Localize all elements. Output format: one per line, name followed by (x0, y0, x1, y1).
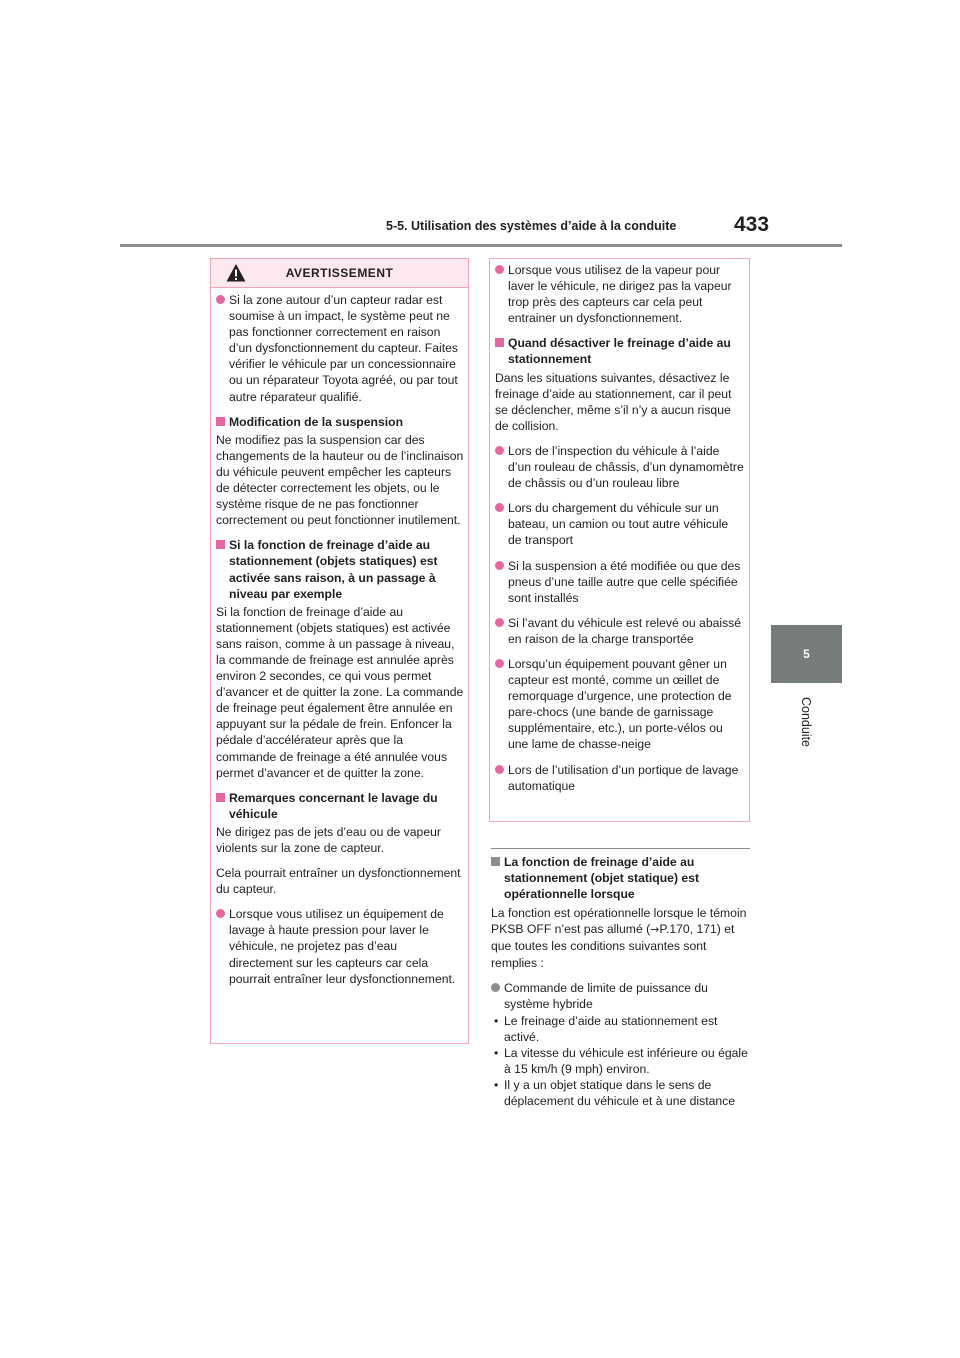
paragraph: La fonction est opérationnelle lorsque le témoin PKSB OFF n’est pas allumé (→P.170, 171) et que toutes les conditions suivantes sont remplies : (491, 906, 747, 970)
paragraph: Ne dirigez pas de jets d’eau ou de vapeur violents sur la zone de capteur. (216, 824, 441, 855)
sub-list-item: • La vitesse du véhicule est inférieure ou égale à 15 km/h (9 mph) environ. (494, 1046, 748, 1077)
bullet-icon (216, 295, 225, 304)
bullet-icon (495, 618, 504, 627)
warning-box-right (489, 258, 750, 822)
list-item: Lors de l’inspection du véhicule à l’aide d’un rouleau de châssis, d’un dynamomètre de châssis ou d’un rouleau libre (495, 443, 745, 491)
square-bullet-icon (491, 857, 500, 866)
paragraph: Dans les situations suivantes, désactivez le freinage d’aide au stationnement, car il peut se déclencher, même s’il n’y a aucun risque de collision. (495, 370, 732, 433)
subheading: La fonction de freinage d’aide au stationnement (objet statique) est opérationnelle lorsque (491, 854, 750, 902)
square-bullet-icon (216, 417, 225, 426)
info-section (491, 848, 750, 1109)
square-bullet-icon (216, 793, 225, 802)
bullet-icon (495, 503, 504, 512)
bullet-icon (495, 659, 504, 668)
list-item: Commande de limite de puissance du système hybride (491, 980, 750, 1012)
paragraph: Ne modifiez pas la suspension car des changements de la hauteur ou de l’inclinaison du véhicule peuvent empêcher les capteurs de détecter correctement les objets, ou le système risque de ne pas fonctionner correctement ou peut fonctionner inutilement. (216, 432, 464, 528)
list-item: Si la suspension a été modifiée ou que des pneus d’une taille autre que celle spécifiée sont installés (495, 558, 745, 606)
warning-title: AVERTISSEMENT (285, 265, 394, 280)
chapter-label: Conduite (799, 696, 813, 748)
list-item: Lors du chargement du véhicule sur un bateau, un camion ou tout autre véhicule de transport (495, 500, 745, 548)
list-item: Lorsque vous utilisez de la vapeur pour laver le véhicule, ne dirigez pas la vapeur trop près des capteurs car cela peut entrainer un dysfonctionnement. (495, 262, 745, 326)
warning-triangle-icon (226, 263, 246, 283)
subheading: Quand désactiver le freinage d’aide au stationnement (495, 335, 745, 367)
header-rule (120, 244, 842, 247)
list-item: Lorsque vous utilisez un équipement de lavage à haute pression pour laver le véhicule, ne projetez pas d’eau directement sur les capteurs car cela pourrait entraîner leur dysfonctionnement. (216, 906, 464, 986)
subheading: Remarques concernant le lavage du véhicule (216, 790, 464, 822)
warning-box-left (210, 258, 469, 1044)
sub-list-item: • Il y a un objet statique dans le sens de déplacement du véhicule et à une distance (494, 1078, 736, 1109)
warning-header (211, 259, 468, 288)
chapter-tab (771, 625, 842, 683)
square-bullet-icon (495, 338, 504, 347)
arrow-icon: → (650, 923, 660, 937)
list-item: Lorsqu’un équipement pouvant gêner un capteur est monté, comme un œillet de remorquage d’urgence, une protection de pare-chocs (une bande de garnissage supplémentaire, etc.), un porte-vélos ou une lame de chasse-neige (495, 656, 745, 753)
bullet-icon (495, 765, 504, 774)
bullet-icon (491, 983, 500, 992)
list-item: Si l’avant du véhicule est relevé ou abaissé en raison de la charge transportée (495, 615, 745, 647)
subheading: Modification de la suspension (216, 414, 464, 430)
subheading: Si la fonction de freinage d’aide au stationnement (objets statiques) est activée sans raison, à un passage à niveau par exemple (216, 537, 464, 601)
bullet-icon (216, 909, 225, 918)
bullet-icon (495, 561, 504, 570)
bullet-icon (495, 265, 504, 274)
paragraph: Cela pourrait entraîner un dysfonctionnement du capteur. (216, 866, 461, 897)
page-number: 433 (734, 213, 770, 236)
section-title: 5-5. Utilisation des systèmes d’aide à la conduite (386, 219, 677, 233)
list-item: Si la zone autour d’un capteur radar est soumise à un impact, le système peut ne pas fonctionner correctement en raison d’un dysfonctionnement du capteur. Faites vérifier le véhicule par un concessionnaire ou un réparateur Toyota agréé, ou par tout autre réparateur qualifié. (216, 292, 464, 405)
square-bullet-icon (216, 540, 225, 549)
chapter-number: 5 (803, 647, 810, 661)
list-item: Lors de l’utilisation d’un portique de lavage automatique (495, 762, 745, 794)
bullet-icon (495, 446, 504, 455)
paragraph: Si la fonction de freinage d’aide au stationnement (objets statiques) est activée sans raison, comme à un passage à niveau, la commande de freinage est annulée après environ 2 secondes, ce qui vous permet d’avancer et de quitter la zone. La commande de freinage peut également être annulée en appuyant sur la pédale de frein. Enfoncer la pédale d’accélérateur après que la commande de freinage a été annulée vous permet d’avancer et de quitter la zone. (216, 604, 464, 780)
sub-list-item: • Le freinage d’aide au stationnement est activé. (494, 1013, 718, 1044)
